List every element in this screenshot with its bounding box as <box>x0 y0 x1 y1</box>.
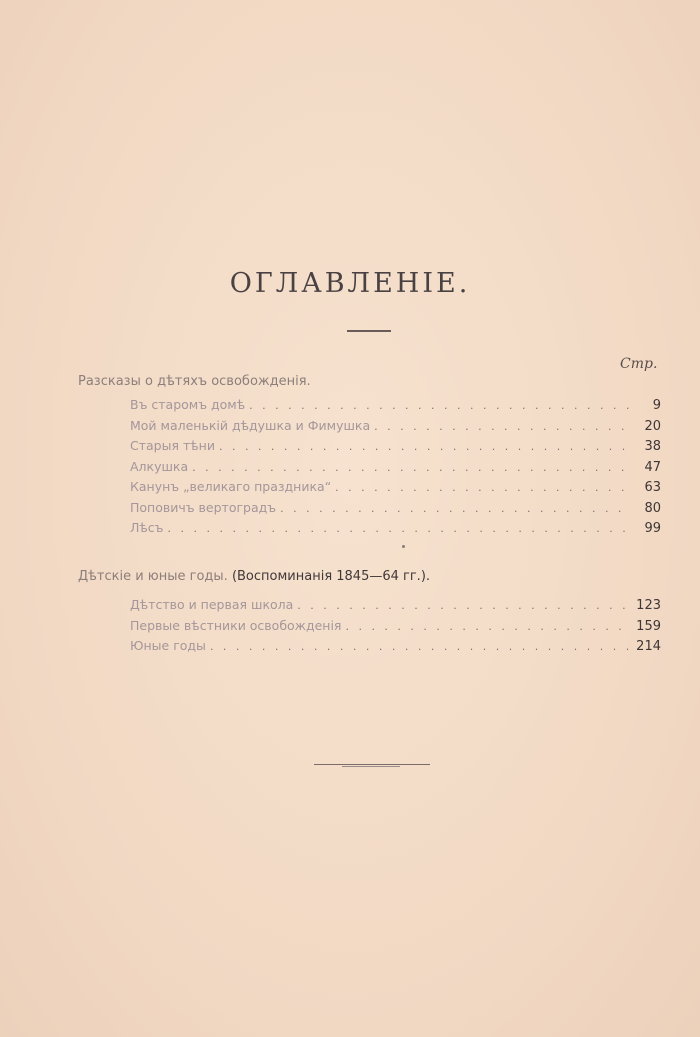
leader-dots <box>210 640 631 653</box>
entry-label: Мой маленькій дѣдушка и Фимушка <box>130 417 371 433</box>
toc-entry <box>130 418 661 439</box>
leader-dots <box>192 461 631 474</box>
entry-page: 80 <box>644 500 661 516</box>
section-heading-light: Дѣтскіе и юные годы. <box>78 569 228 584</box>
toc-title: ОГЛАВЛЕНІЕ. <box>229 268 471 299</box>
leader-dots <box>335 481 631 494</box>
leader-dots <box>219 440 631 453</box>
leader-dots <box>345 620 631 633</box>
toc-entry <box>130 479 661 500</box>
entry-label: Алкушка <box>130 458 189 474</box>
entry-page: 47 <box>644 459 661 475</box>
leader-dots <box>249 399 631 412</box>
entry-page: 123 <box>636 598 661 613</box>
entry-label: Первые вѣстники освобожденія <box>130 617 342 633</box>
entry-label: Старыя тѣни <box>130 438 215 453</box>
entry-label: Лѣсъ <box>130 520 164 535</box>
toc-entry <box>130 638 661 659</box>
section-heading-dark: (Воспоминанія 1845—64 гг.). <box>231 569 431 584</box>
title-divider <box>347 330 391 332</box>
entry-label: Дѣтство и первая школа <box>130 597 294 612</box>
entry-label: Въ старомъ домѣ <box>130 397 246 412</box>
toc-entry <box>130 397 661 418</box>
entry-page: 159 <box>636 618 661 634</box>
leader-dots <box>280 502 631 515</box>
leader-dots <box>374 420 631 433</box>
entry-page: 20 <box>644 418 661 434</box>
toc-entry <box>130 438 661 459</box>
entry-page: 214 <box>636 639 661 654</box>
page-column-header: Стр. <box>620 356 658 372</box>
toc-entry <box>130 618 661 639</box>
end-rule-ornament <box>342 766 400 767</box>
toc-entry <box>130 459 661 480</box>
ink-speck <box>402 545 405 548</box>
entry-page: 9 <box>652 398 661 413</box>
toc-section-1 <box>130 397 661 541</box>
toc-section-2 <box>130 597 661 659</box>
entry-page: 99 <box>644 521 661 536</box>
leader-dots <box>297 599 631 612</box>
toc-entry <box>130 597 661 618</box>
end-rule <box>314 764 430 765</box>
entry-page: 38 <box>644 439 661 454</box>
section-heading: Разсказы о дѣтяхъ освобожденія. <box>78 374 311 389</box>
toc-entry <box>130 500 661 521</box>
entry-label: Поповичъ вертоградъ <box>130 499 277 515</box>
entry-label: Юные годы <box>130 638 206 653</box>
leader-dots <box>168 522 631 535</box>
section-heading <box>78 569 430 584</box>
entry-page: 63 <box>644 480 661 495</box>
toc-entry <box>130 520 661 541</box>
entry-label: Канунъ „великаго праздника“ <box>130 479 332 494</box>
